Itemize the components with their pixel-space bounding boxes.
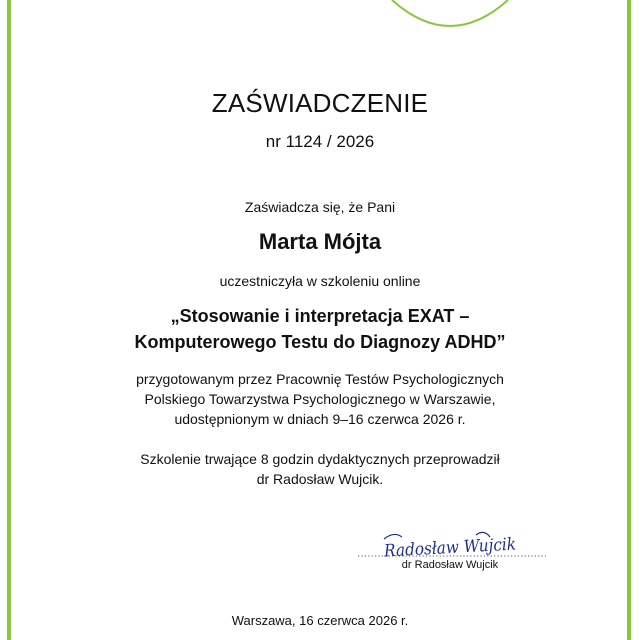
course-title-line-1: „Stosowanie i interpretacja EXAT – (170, 306, 470, 326)
certificate-title: ZAŚWIADCZENIE (211, 88, 429, 118)
course-title (0, 303, 640, 355)
description-line-3: udostępnionym w dniach 9–16 czerwca 2026 r. (174, 411, 466, 427)
description-line-1: przygotowanym przez Pracownię Testów Psychologicznych (136, 371, 504, 387)
signature-ink: Radosław Wujcik (383, 533, 532, 562)
duration-line-1: Szkolenie trwające 8 godzin dydaktycznych przeprowadził (140, 451, 500, 467)
certification-intro: Zaświadcza się, że Pani (244, 199, 396, 215)
signature-block (350, 525, 550, 585)
duration-text (0, 449, 640, 489)
course-title-line-2: Komputerowego Testu do Diagnozy ADHD” (134, 332, 506, 352)
signature-caption: dr Radosław Wujcik (401, 559, 499, 571)
course-description (0, 369, 640, 429)
duration-line-2: dr Radosław Wujcik. (256, 471, 384, 487)
recipient-name: Marta Mójta (258, 229, 382, 254)
certificate-number: nr 1124 / 2026 (265, 132, 375, 151)
description-line-2: Polskiego Towarzystwa Psychologicznego w Warszawie, (144, 391, 496, 407)
top-decorative-arc (0, 0, 640, 40)
participation-text: uczestniczyła w szkoleniu online (219, 273, 421, 289)
place-and-date: Warszawa, 16 czerwca 2026 r. (231, 613, 409, 628)
